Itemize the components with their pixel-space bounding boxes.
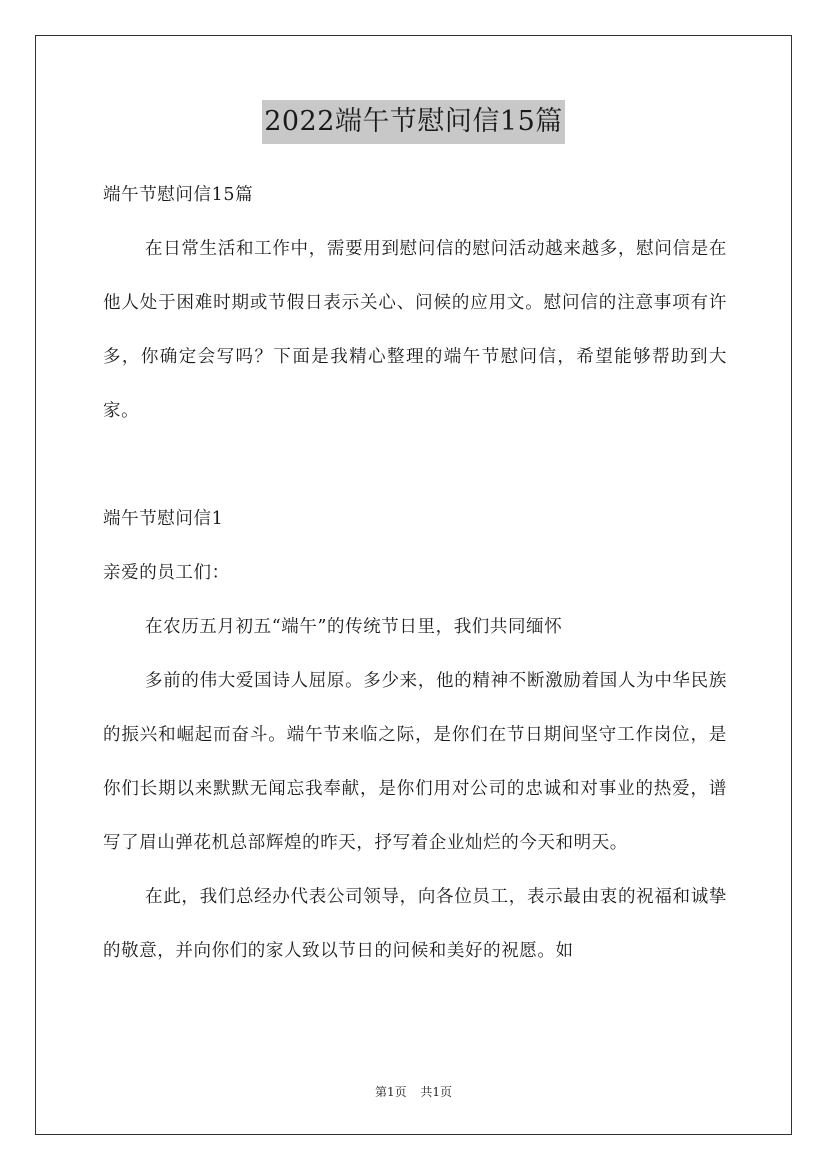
paragraph: 端午节慰问信15篇 [103,185,254,205]
paragraph: 在日常生活和工作中，需要用到慰问信的慰问活动越来越多，慰问信是在他人处于困难时期或节假日表示关心、问候的应用文。慰问信的注意事项有许多，你确定会写吗？下面是我精心整理的端午节慰问信，希望能够帮助到大家。 [103,239,727,421]
page-total: 共1页 [420,1085,453,1099]
title-container [0,100,827,144]
document-title: 2022端午节慰问信15篇 [262,100,565,144]
document-body [103,168,727,978]
page-footer [0,1082,827,1102]
paragraph: 在农历五月初五“端午”的传统节日里，我们共同缅怀 [145,617,563,637]
paragraph: 在此，我们总经办代表公司领导，向各位员工，表示最由衷的祝福和诚挚的敬意，并向你们的家人致以节日的问候和美好的祝愿。如 [103,887,727,961]
paragraph: 亲爱的员工们： [103,563,230,583]
paragraph: 端午节慰问信1 [103,509,224,529]
blank-line [103,438,727,492]
paragraph: 多前的伟大爱国诗人屈原。多少来，他的精神不断激励着国人为中华民族的振兴和崛起而奋斗。端午节来临之际，是你们在节日期间坚守工作岗位，是你们长期以来默默无闻忘我奉献，是你们用对公司的忠诚和对事业的热爱，谱写了眉山弹花机总部辉煌的昨天，抒写着企业灿烂的今天和明天。 [103,671,727,853]
page-number: 第1页 [374,1085,407,1099]
